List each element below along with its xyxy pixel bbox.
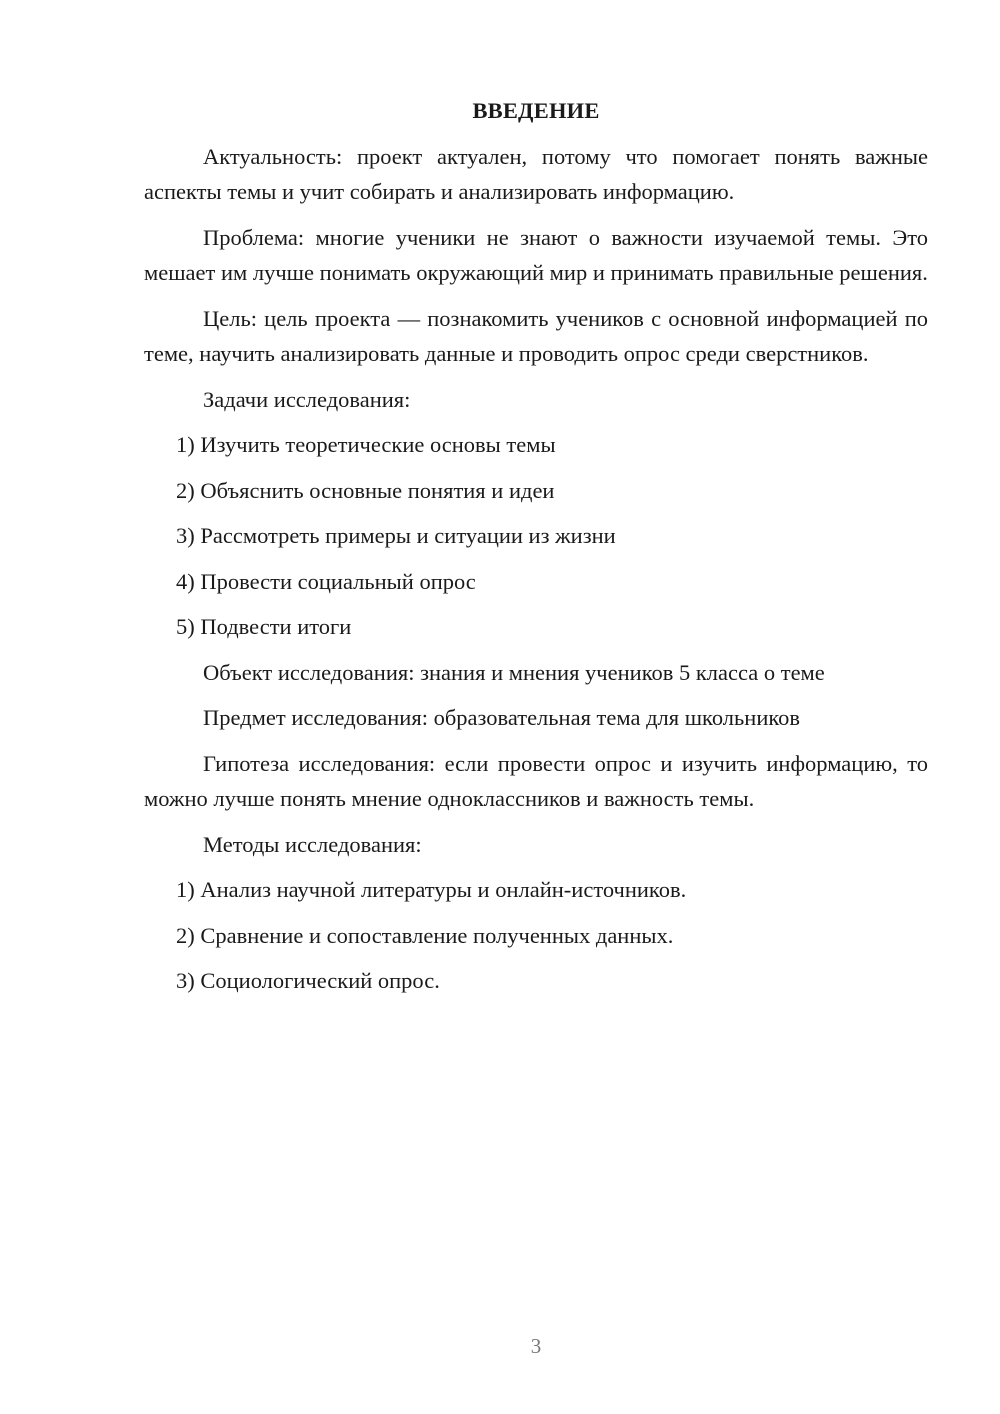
method-item: 1) Анализ научной литературы и онлайн-источников. (176, 877, 687, 902)
page-number: 3 (530, 1334, 542, 1358)
methods-title: Методы исследования: (203, 831, 422, 857)
tasks-title: Задачи исследования: (203, 386, 411, 412)
task-item: 2) Объяснить основные понятия и идеи (176, 477, 555, 503)
goal-paragraph: Цель: цель проекта — познакомить учеников с основной информацией по теме, научить анализировать данные и проводить опрос среди сверстников. (144, 305, 928, 366)
task-item: 4) Провести социальный опрос (176, 568, 476, 594)
section-heading: ВВЕДЕНИЕ (472, 98, 600, 123)
subject-paragraph: Предмет исследования: образовательная тема для школьников (203, 705, 801, 730)
relevance-paragraph: Актуальность: проект актуален, потому что помогает понять важные аспекты темы и учит собирать и анализировать информацию. (144, 143, 928, 204)
method-item: 3) Социологический опрос. (176, 968, 440, 993)
task-item: 3) Рассмотреть примеры и ситуации из жизни (176, 523, 616, 548)
hypothesis-paragraph: Гипотеза исследования: если провести опрос и изучить информацию, то можно лучше понять мнение одноклассников и важность темы. (144, 750, 928, 811)
object-paragraph: Объект исследования: знания и мнения учеников 5 класса о теме (203, 659, 825, 685)
method-item: 2) Сравнение и сопоставление полученных данных. (176, 922, 674, 948)
task-item: 1) Изучить теоретические основы темы (176, 432, 556, 457)
task-item: 5) Подвести итоги (176, 614, 352, 639)
problem-paragraph: Проблема: многие ученики не знают о важности изучаемой темы. Это мешает им лучше понимать окружающий мир и принимать правильные решения. (144, 224, 928, 285)
document-body (144, 93, 928, 1009)
